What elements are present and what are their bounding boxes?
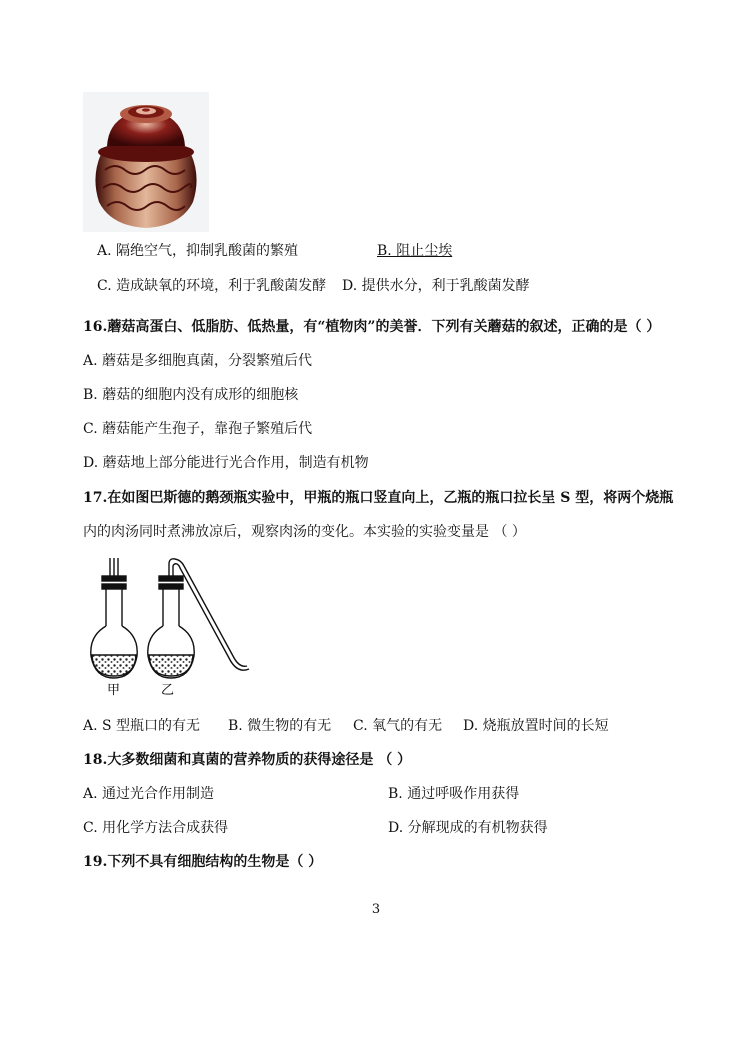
q16-option-b: B. 蘑菇的细胞内没有成形的细胞核 [83,387,299,403]
q16-option-a: A. 蘑菇是多细胞真菌，分裂繁殖后代 [83,353,313,369]
q17-option-c: C. 氧气的有无 [353,718,443,734]
flask-label-jia: 甲 [107,683,121,698]
q16-option-c: C. 蘑菇能产生孢子，靠孢子繁殖后代 [83,421,313,437]
q18-option-a: A. 通过光合作用制造 [83,786,215,802]
q17-stem-line2: 内的肉汤同时煮沸放凉后，观察肉汤的变化。本实验的实验变量是 （ ） [83,524,526,540]
flask-label-yi: 乙 [161,683,175,698]
q15-option-b: B. 阻止尘埃 [377,243,453,259]
q19-stem: 19.下列不具有细胞结构的生物是（ ） [83,854,323,870]
q17-stem-line1: 17.在如图巴斯德的鹅颈瓶实验中，甲瓶的瓶口竖直向上，乙瓶的瓶口拉长呈 S 型，将两个烧瓶 [83,490,674,506]
flask-yi [148,559,249,678]
q18-option-d: D. 分解现成的有机物获得 [388,820,548,836]
q18-stem: 18.大多数细菌和真菌的营养物质的获得途径是 （ ） [83,752,412,768]
q17-option-d: D. 烧瓶放置时间的长短 [463,718,609,734]
flask-jia [91,558,137,678]
q15-option-a: A. 隔绝空气，抑制乳酸菌的繁殖 [97,243,299,259]
page-number: 3 [371,902,381,917]
q17-option-b: B. 微生物的有无 [228,718,332,734]
q17-option-a: A. S 型瓶口的有无 [83,718,201,734]
q15-option-c: C. 造成缺氧的环境，利于乳酸菌发酵 [97,278,327,294]
swan-neck-flask-diagram [83,556,263,698]
q16-stem: 16.蘑菇高蛋白、低脂肪、低热量，有“植物肉”的美誉．下列有关蘑菇的叙述，正确的是（ ） [83,319,661,335]
q18-option-b: B. 通过呼吸作用获得 [388,786,520,802]
pickle-jar-image [83,92,209,232]
q18-option-c: C. 用化学方法合成获得 [83,820,229,836]
q16-option-d: D. 蘑菇地上部分能进行光合作用，制造有机物 [83,455,369,471]
q15-option-d: D. 提供水分，利于乳酸菌发酵 [342,278,530,294]
